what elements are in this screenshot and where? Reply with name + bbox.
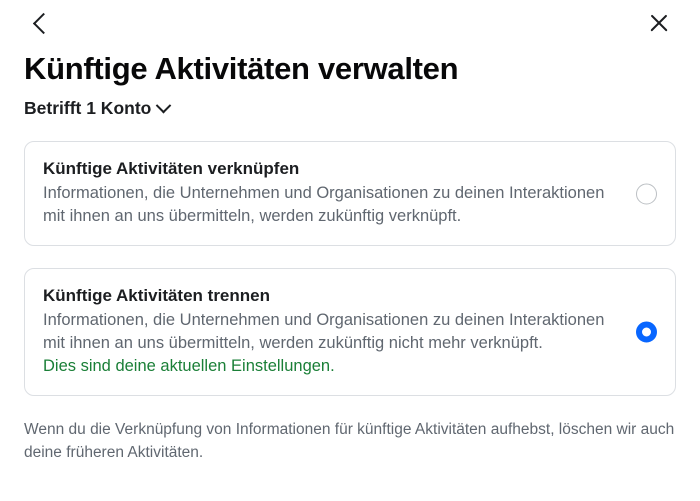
close-button[interactable] (642, 6, 676, 40)
footnote-text: Wenn du die Verknüpfung von Informationen für künftige Aktivitäten aufhebst, löschen wir auch deine früheren Aktivitäten. (24, 421, 675, 461)
dialog-header (24, 0, 676, 46)
option-description: Informationen, die Unternehmen und Organisationen zu deinen Interaktionen mit ihnen an uns übermitteln, werden zukünftig verknüpft. (43, 184, 605, 225)
option-list (24, 141, 676, 396)
option-disconnect-future-activity[interactable] (24, 268, 676, 396)
back-button[interactable] (24, 6, 58, 40)
radio-button-unselected[interactable] (636, 183, 657, 204)
radio-button-selected[interactable] (636, 322, 657, 343)
page-title: Künftige Aktivitäten verwalten (24, 51, 459, 86)
account-selector-label: Betrifft 1 Konto (24, 98, 152, 118)
option-title: Künftige Aktivitäten trennen (43, 286, 270, 305)
chevron-left-icon (32, 12, 53, 33)
chevron-down-icon (156, 97, 172, 113)
option-current-setting-note: Dies sind deine aktuellen Einstellungen. (43, 357, 335, 375)
account-selector[interactable] (24, 97, 169, 119)
option-link-future-activity[interactable] (24, 141, 676, 246)
option-title: Künftige Aktivitäten verknüpfen (43, 159, 300, 178)
option-description: Informationen, die Unternehmen und Organisationen zu deinen Interaktionen mit ihnen an uns übermitteln, werden zukünftig nicht mehr verknüpft. (43, 311, 605, 352)
close-icon (648, 12, 670, 34)
